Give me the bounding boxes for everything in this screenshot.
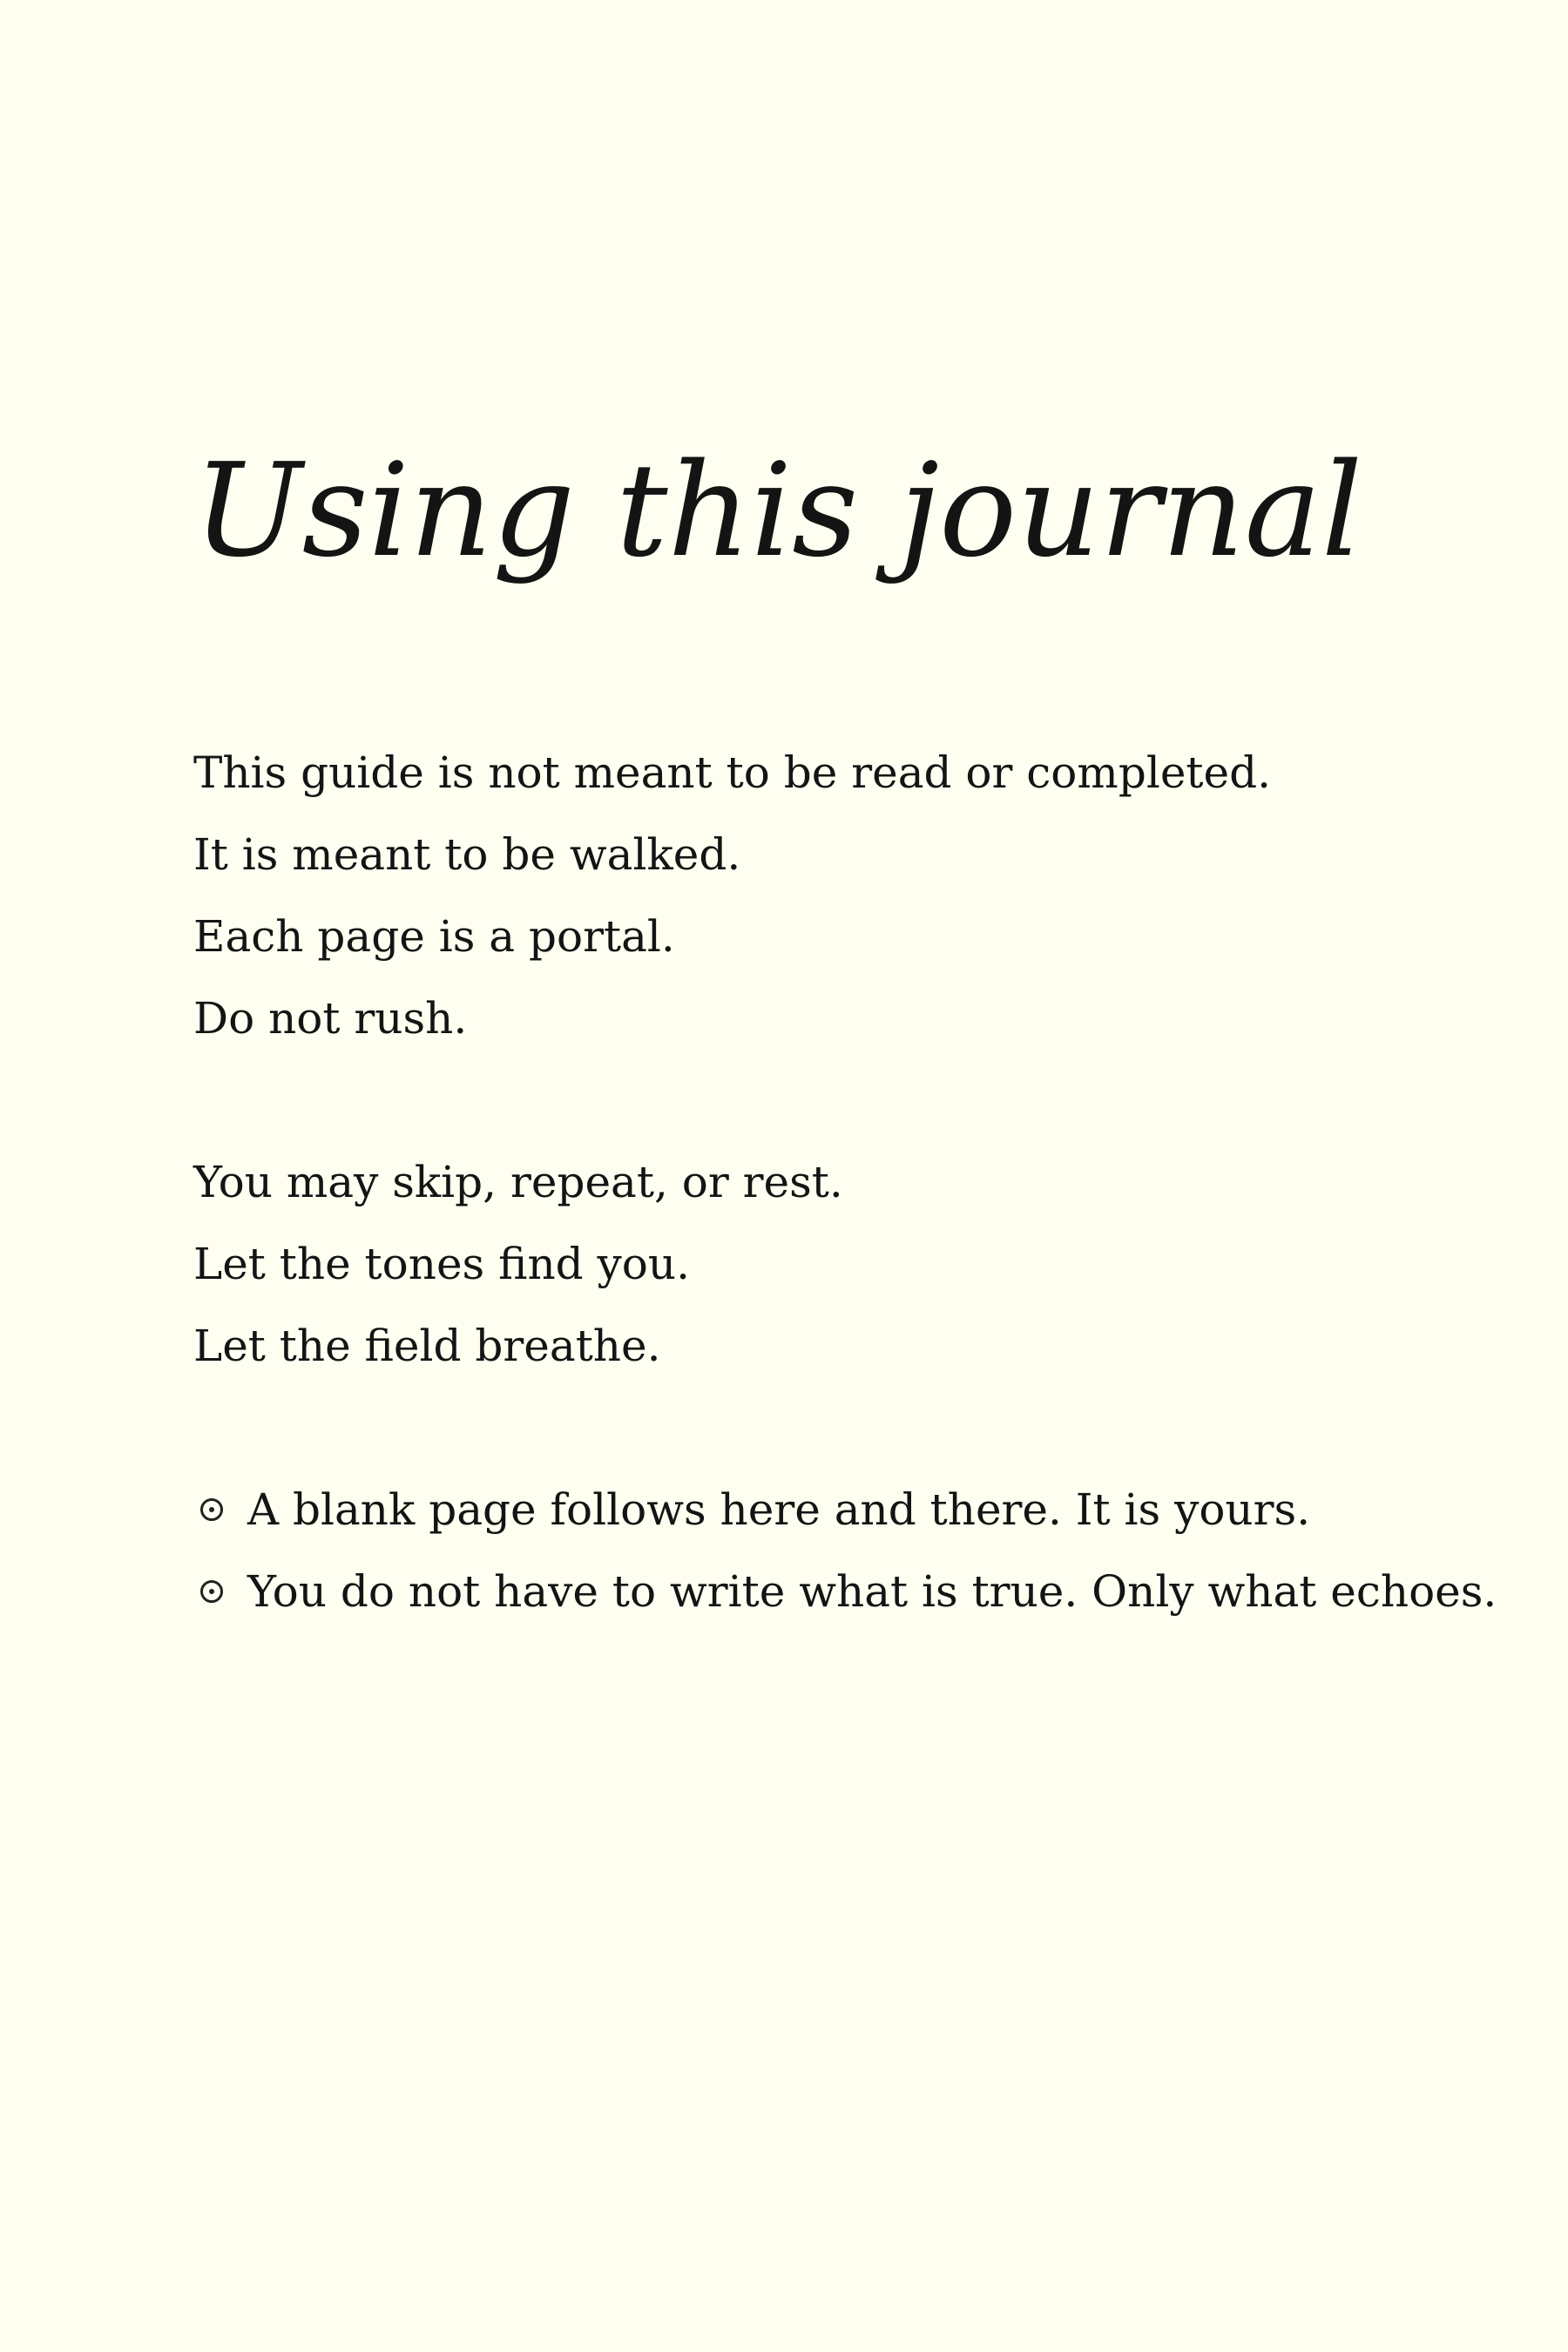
stanza-line: Let the field breathe. xyxy=(193,1321,661,1371)
page-title: Using this journal xyxy=(193,436,1363,585)
stanza-line: This guide is not meant to be read or completed. xyxy=(193,747,1271,798)
stanza-line: You may skip, repeat, or rest. xyxy=(193,1157,843,1207)
circle-dot-icon xyxy=(200,1498,223,1521)
note-item xyxy=(193,1551,1497,1632)
stanza-line: Each page is a portal. xyxy=(193,911,675,962)
stanza-line: Do not rush. xyxy=(193,993,468,1044)
stanza-line: Let the tones find you. xyxy=(193,1239,690,1289)
note-text: A blank page follows here and there. It is yours. xyxy=(247,1484,1311,1535)
circle-dot-icon xyxy=(200,1580,223,1603)
note-item xyxy=(193,1469,1456,1551)
journal-instructions xyxy=(193,732,1497,1632)
stanza-1 xyxy=(193,732,1456,1059)
stanza-line: It is meant to be walked. xyxy=(193,829,741,880)
stanza-2 xyxy=(193,1141,1456,1387)
note-text: You do not have to write what is true. Only what echoes. xyxy=(247,1566,1497,1617)
notes-list xyxy=(193,1469,1497,1632)
